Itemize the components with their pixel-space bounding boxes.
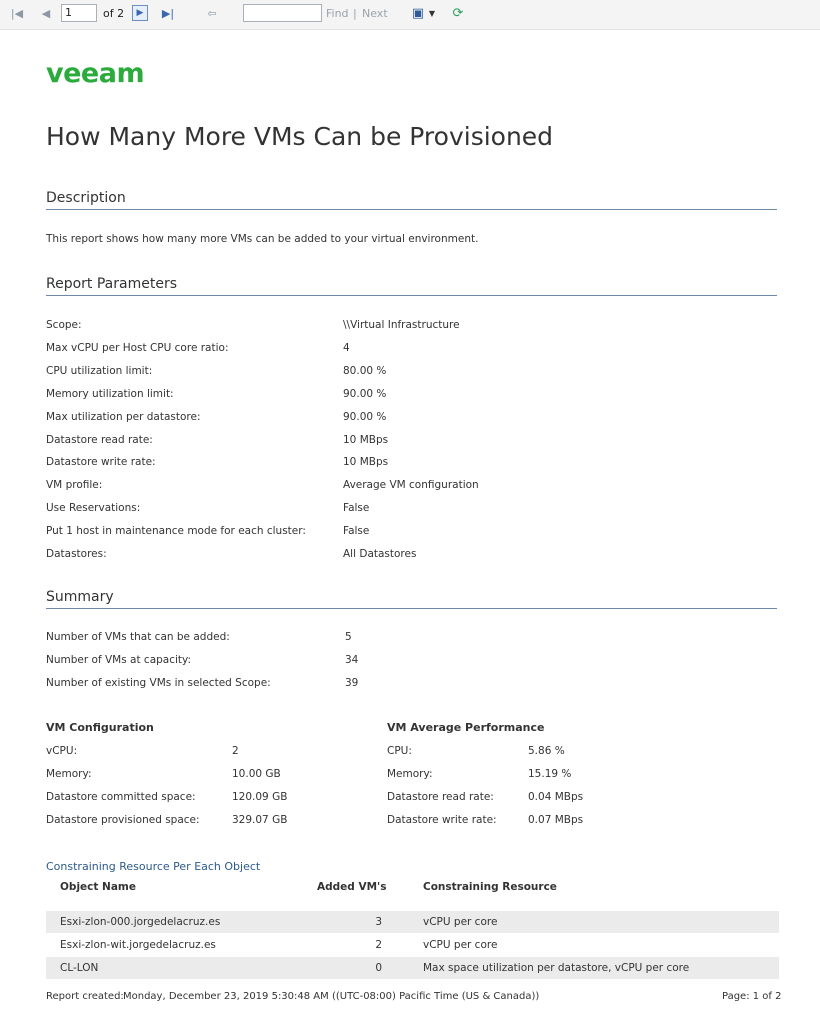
summary-value: 39 (345, 677, 359, 689)
table-cell-constraining-resource: Max space utilization per datastore, vCPU per core (423, 962, 690, 974)
params-label: Datastore read rate: (46, 433, 153, 446)
vm-configuration-heading: VM Configuration (46, 721, 154, 734)
vmperf-value: 15.19 % (528, 768, 572, 780)
params-label: Put 1 host in maintenance mode for each cluster: (46, 525, 306, 538)
table-cell-constraining-resource: vCPU per core (423, 939, 498, 951)
params-value: 10 MBps (343, 433, 389, 446)
summary-label: Number of VMs at capacity: (46, 654, 192, 666)
params-label: Datastores: (46, 548, 107, 560)
refresh-icon[interactable]: ⟳ (452, 6, 464, 21)
table-cell-object-name: Esxi-zlon-wit.jorgedelacruz.es (60, 939, 216, 951)
summary-heading: Summary (46, 589, 114, 605)
params-label: Max utilization per datastore: (46, 410, 201, 423)
veeam-logo: veeam (46, 58, 145, 89)
vmperf-label: CPU: (387, 745, 412, 757)
params-value: 90.00 % (343, 410, 387, 423)
vmconfig-label: Datastore committed space: (46, 791, 196, 803)
last-page-icon[interactable]: ▶| (161, 7, 175, 20)
params-value: \\Virtual Infrastructure (343, 319, 460, 331)
summary-label: Number of existing VMs in selected Scope: (46, 677, 271, 689)
page-count-label: of 2 (103, 7, 125, 20)
column-header-added-vms: Added VM's (317, 881, 387, 893)
export-icon[interactable]: ▣ (411, 6, 425, 21)
section-divider (46, 608, 777, 609)
find-input[interactable] (243, 4, 322, 22)
params-label: Scope: (46, 319, 82, 331)
vm-performance-heading: VM Average Performance (387, 721, 545, 734)
column-header-constraining-resource: Constraining Resource (423, 881, 557, 893)
params-label: VM profile: (46, 479, 103, 492)
params-value: Average VM configuration (343, 479, 479, 492)
report-created-value: Monday, December 23, 2019 5:30:48 AM ((UTC-08:00) Pacific Time (US & Canada)) (123, 991, 540, 1002)
vmconfig-label: Memory: (46, 768, 92, 780)
summary-value: 34 (345, 654, 359, 666)
params-value: 90.00 % (343, 387, 387, 400)
params-value: All Datastores (343, 548, 417, 560)
params-value: False (343, 502, 370, 515)
vmperf-label: Datastore read rate: (387, 791, 494, 803)
vmconfig-value: 2 (232, 745, 239, 757)
page-number-input[interactable]: 1 (61, 4, 97, 22)
params-label: Use Reservations: (46, 502, 141, 515)
page-indicator: Page: 1 of 2 (722, 991, 782, 1002)
vmconfig-value: 329.07 GB (232, 814, 288, 826)
toolbar-separator: | (353, 7, 357, 20)
description-text: This report shows how many more VMs can be added to your virtual environment. (46, 233, 479, 245)
table-cell-object-name: CL-LON (60, 962, 99, 974)
vmconfig-value: 120.09 GB (232, 791, 288, 803)
summary-label: Number of VMs that can be added: (46, 631, 230, 643)
table-cell-added-vms: 0 (375, 962, 382, 974)
table-cell-object-name: Esxi-zlon-000.jorgedelacruz.es (60, 916, 221, 928)
report-toolbar (0, 0, 820, 30)
table-cell-constraining-resource: vCPU per core (423, 916, 498, 928)
summary-value: 5 (345, 631, 352, 643)
find-button[interactable]: Find (326, 7, 349, 20)
previous-page-icon[interactable]: ◀ (41, 7, 51, 20)
params-label: CPU utilization limit: (46, 364, 153, 377)
table-cell-added-vms: 3 (375, 916, 382, 928)
section-divider (46, 209, 777, 210)
export-dropdown-icon[interactable]: ▼ (428, 9, 436, 18)
vmconfig-label: vCPU: (46, 745, 78, 757)
vmperf-value: 5.86 % (528, 745, 565, 757)
table-cell-added-vms: 2 (375, 939, 382, 951)
first-page-icon[interactable]: |◀ (10, 7, 24, 20)
vmperf-value: 0.04 MBps (528, 791, 584, 803)
params-label: Datastore write rate: (46, 456, 156, 469)
params-label: Max vCPU per Host CPU core ratio: (46, 341, 229, 354)
vmperf-value: 0.07 MBps (528, 814, 584, 826)
vmconfig-value: 10.00 GB (232, 768, 281, 780)
section-divider (46, 295, 777, 296)
constraining-resource-heading[interactable]: Constraining Resource Per Each Object (46, 860, 261, 873)
params-value: 80.00 % (343, 364, 387, 377)
vmperf-label: Memory: (387, 768, 433, 780)
back-to-parent-icon[interactable]: ⇦ (207, 7, 217, 20)
vmperf-label: Datastore write rate: (387, 814, 497, 826)
next-button[interactable]: Next (362, 7, 388, 20)
report-created-label: Report created: (46, 991, 124, 1002)
report-title: How Many More VMs Can be Provisioned (46, 122, 554, 151)
params-label: Memory utilization limit: (46, 387, 174, 400)
vmconfig-label: Datastore provisioned space: (46, 814, 200, 826)
params-value: 4 (343, 341, 350, 354)
next-page-icon[interactable]: ▶ (132, 5, 148, 21)
column-header-object-name: Object Name (60, 881, 136, 893)
params-value: False (343, 525, 370, 538)
parameters-heading: Report Parameters (46, 276, 177, 292)
params-value: 10 MBps (343, 456, 389, 469)
description-heading: Description (46, 190, 126, 206)
